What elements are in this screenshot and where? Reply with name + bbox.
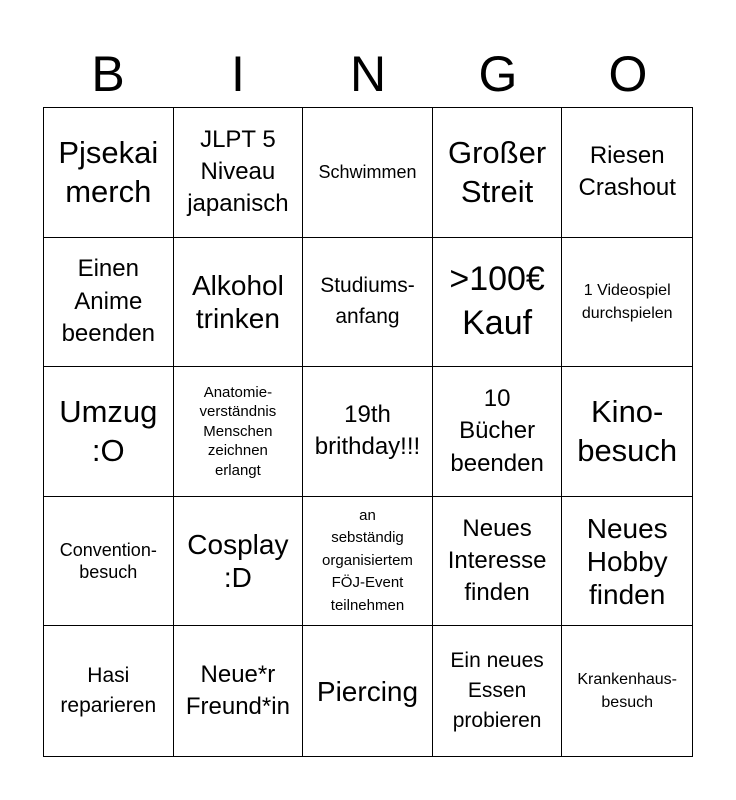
bingo-cell[interactable] <box>44 238 174 368</box>
bingo-cell[interactable] <box>44 497 174 627</box>
bingo-cell[interactable] <box>433 626 563 756</box>
bingo-cell[interactable] <box>174 497 304 627</box>
bingo-cell[interactable] <box>174 626 304 756</box>
bingo-cell-label: Krankenhaus- besuch <box>577 671 677 712</box>
bingo-cell-label: 19th brithday!!! <box>314 401 421 461</box>
bingo-cell-label: JLPT 5 Niveau japanisch <box>187 125 289 218</box>
bingo-cell-label: Pjsekai merch <box>58 134 159 210</box>
bingo-cell-label: Kino- besuch <box>577 393 678 469</box>
bingo-cell-label: Alkohol trinken <box>191 269 284 334</box>
bingo-cell[interactable] <box>562 367 692 497</box>
bingo-cell-label: Anatomie- verständnis Menschen zeichnen erlangt <box>199 383 277 479</box>
bingo-cell-label: Hasi reparieren <box>60 663 157 718</box>
bingo-cell[interactable] <box>174 108 304 238</box>
bingo-cell[interactable] <box>303 108 433 238</box>
bingo-cell-label: Neue*r Freund*in <box>185 660 290 721</box>
bingo-cell[interactable] <box>562 497 692 627</box>
bingo-cell[interactable] <box>44 626 174 756</box>
bingo-cell-label: Großer Streit <box>448 134 547 210</box>
header-letter-n: N <box>349 46 387 102</box>
bingo-cell[interactable] <box>303 626 433 756</box>
bingo-cell[interactable] <box>433 497 563 627</box>
bingo-cell[interactable] <box>562 108 692 238</box>
bingo-cell[interactable] <box>303 497 433 627</box>
bingo-cell-label: 10 Bücher beenden <box>450 384 544 477</box>
bingo-cell[interactable] <box>44 367 174 497</box>
header-letter-o: O <box>608 46 648 102</box>
bingo-cell-label: Studiums- anfang <box>320 274 415 328</box>
bingo-cell[interactable] <box>44 108 174 238</box>
bingo-cell[interactable] <box>433 367 563 497</box>
bingo-cell-label: Cosplay :D <box>187 529 289 594</box>
bingo-cell-label: Convention- besuch <box>59 539 157 583</box>
bingo-cell-label: >100€ Kauf <box>449 260 545 342</box>
bingo-cell[interactable] <box>303 367 433 497</box>
bingo-cell-label: Neues Interesse finden <box>447 514 547 607</box>
bingo-cell[interactable] <box>562 626 692 756</box>
bingo-cell-label: Riesen Crashout <box>578 141 676 202</box>
bingo-cell[interactable] <box>562 238 692 368</box>
header-letter-i: I <box>231 46 245 102</box>
bingo-cell-label: 1 Videospiel durchspielen <box>581 281 673 322</box>
bingo-cell[interactable] <box>433 238 563 368</box>
bingo-cell-label: Umzug :O <box>59 393 158 469</box>
bingo-cell[interactable] <box>174 367 304 497</box>
bingo-cell-label: Schwimmen <box>318 162 417 183</box>
header-letter-b: B <box>91 46 125 102</box>
bingo-header <box>43 40 693 108</box>
header-letter-g: G <box>478 46 518 102</box>
bingo-cell[interactable] <box>174 238 304 368</box>
bingo-cell-label: Neues Hobby finden <box>586 512 668 610</box>
bingo-grid <box>43 107 693 757</box>
bingo-cell-label: Ein neues Essen probieren <box>450 648 544 733</box>
bingo-cell[interactable] <box>433 108 563 238</box>
bingo-cell-label: an sebständig organisiertem FÖJ-Event teilnehmen <box>322 506 413 614</box>
bingo-cell-label: Einen Anime beenden <box>61 255 156 348</box>
bingo-cell-label: Piercing <box>316 675 419 707</box>
bingo-cell[interactable] <box>303 238 433 368</box>
